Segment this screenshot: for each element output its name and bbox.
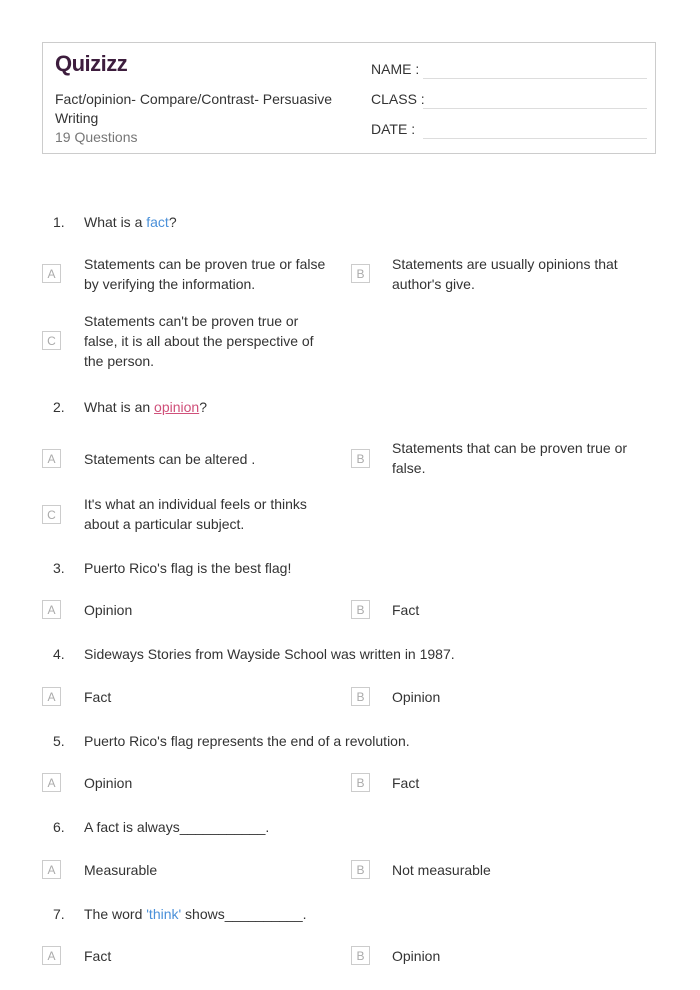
option-text: Statements are usually opinions that author's give. xyxy=(392,256,618,292)
option-letter-box[interactable]: C xyxy=(42,505,61,524)
option-text: Opinion xyxy=(392,689,441,705)
option-text: Opinion xyxy=(84,602,133,618)
option-letter-box[interactable]: B xyxy=(351,264,370,283)
worksheet-header xyxy=(42,42,656,154)
question-text-part: shows__________. xyxy=(181,906,307,922)
question-number: 6. xyxy=(53,819,65,835)
question-text xyxy=(84,212,177,232)
option-letter-box[interactable]: C xyxy=(42,331,61,350)
question-text xyxy=(84,397,207,417)
name-field[interactable] xyxy=(423,78,647,79)
question-text-part: The word xyxy=(84,906,147,922)
class-label: CLASS : xyxy=(371,91,425,107)
question-number: 1. xyxy=(53,214,65,230)
question-text xyxy=(84,817,269,837)
worksheet-title: Fact/opinion- Compare/Contrast- Persuasive Writing xyxy=(55,91,333,126)
question-text-part: What is an xyxy=(84,399,155,415)
option-text: Measurable xyxy=(84,862,158,878)
highlighted-term: 'think' xyxy=(146,906,182,922)
question-number: 7. xyxy=(53,906,65,922)
option-text: Statements can be altered . xyxy=(84,451,256,467)
question-text-part: What is a xyxy=(84,214,147,230)
option-letter-box[interactable]: B xyxy=(351,600,370,619)
quizizz-logo: Quizizz xyxy=(55,51,128,76)
name-label: NAME : xyxy=(371,61,420,77)
option-letter-box[interactable]: A xyxy=(42,687,61,706)
option-letter-box[interactable]: A xyxy=(42,264,61,283)
question-text xyxy=(84,904,307,924)
option-text: Opinion xyxy=(392,948,441,964)
option-letter-box[interactable]: A xyxy=(42,449,61,468)
question-number: 5. xyxy=(53,733,65,749)
option-letter-box[interactable]: B xyxy=(351,773,370,792)
option-text: Statements can't be proven true or false, it is all about the perspective of the person. xyxy=(84,313,314,369)
question-number: 2. xyxy=(53,399,65,415)
option-text: Statements that can be proven true or false. xyxy=(392,440,628,476)
option-text: Statements can be proven true or false by verifying the information. xyxy=(84,256,326,292)
option-letter-box[interactable]: A xyxy=(42,600,61,619)
option-letter-box[interactable]: A xyxy=(42,860,61,879)
question-text-part: Puerto Rico's flag represents the end of a revolution. xyxy=(84,733,410,749)
option-letter-box[interactable]: B xyxy=(351,687,370,706)
option-text: Fact xyxy=(84,948,112,964)
question-text-part: ? xyxy=(168,214,177,230)
option-letter-box[interactable]: A xyxy=(42,946,61,965)
option-text: Not measurable xyxy=(392,862,491,878)
question-count: 19 Questions xyxy=(55,129,138,145)
class-field[interactable] xyxy=(423,108,647,109)
question-text xyxy=(84,731,410,751)
question-text-part: Puerto Rico's flag is the best flag! xyxy=(84,560,292,576)
option-text: It's what an individual feels or thinks about a particular subject. xyxy=(84,496,307,532)
option-letter-box[interactable]: B xyxy=(351,860,370,879)
option-text: Fact xyxy=(84,689,112,705)
question-text-part: ? xyxy=(199,399,207,415)
option-text: Opinion xyxy=(84,775,133,791)
option-letter-box[interactable]: A xyxy=(42,773,61,792)
date-label: DATE : xyxy=(371,121,416,137)
question-text-part: A fact is always___________. xyxy=(84,819,270,835)
highlighted-term[interactable]: opinion xyxy=(154,399,200,415)
question-number: 3. xyxy=(53,560,65,576)
question-text xyxy=(84,644,455,664)
question-text xyxy=(84,558,291,578)
date-field[interactable] xyxy=(423,138,647,139)
option-letter-box[interactable]: B xyxy=(351,946,370,965)
option-letter-box[interactable]: B xyxy=(351,449,370,468)
highlighted-term: fact xyxy=(146,214,169,230)
option-text: Fact xyxy=(392,602,420,618)
question-text-part: Sideways Stories from Wayside School was written in 1987. xyxy=(84,646,455,662)
option-text: Fact xyxy=(392,775,420,791)
question-number: 4. xyxy=(53,646,65,662)
